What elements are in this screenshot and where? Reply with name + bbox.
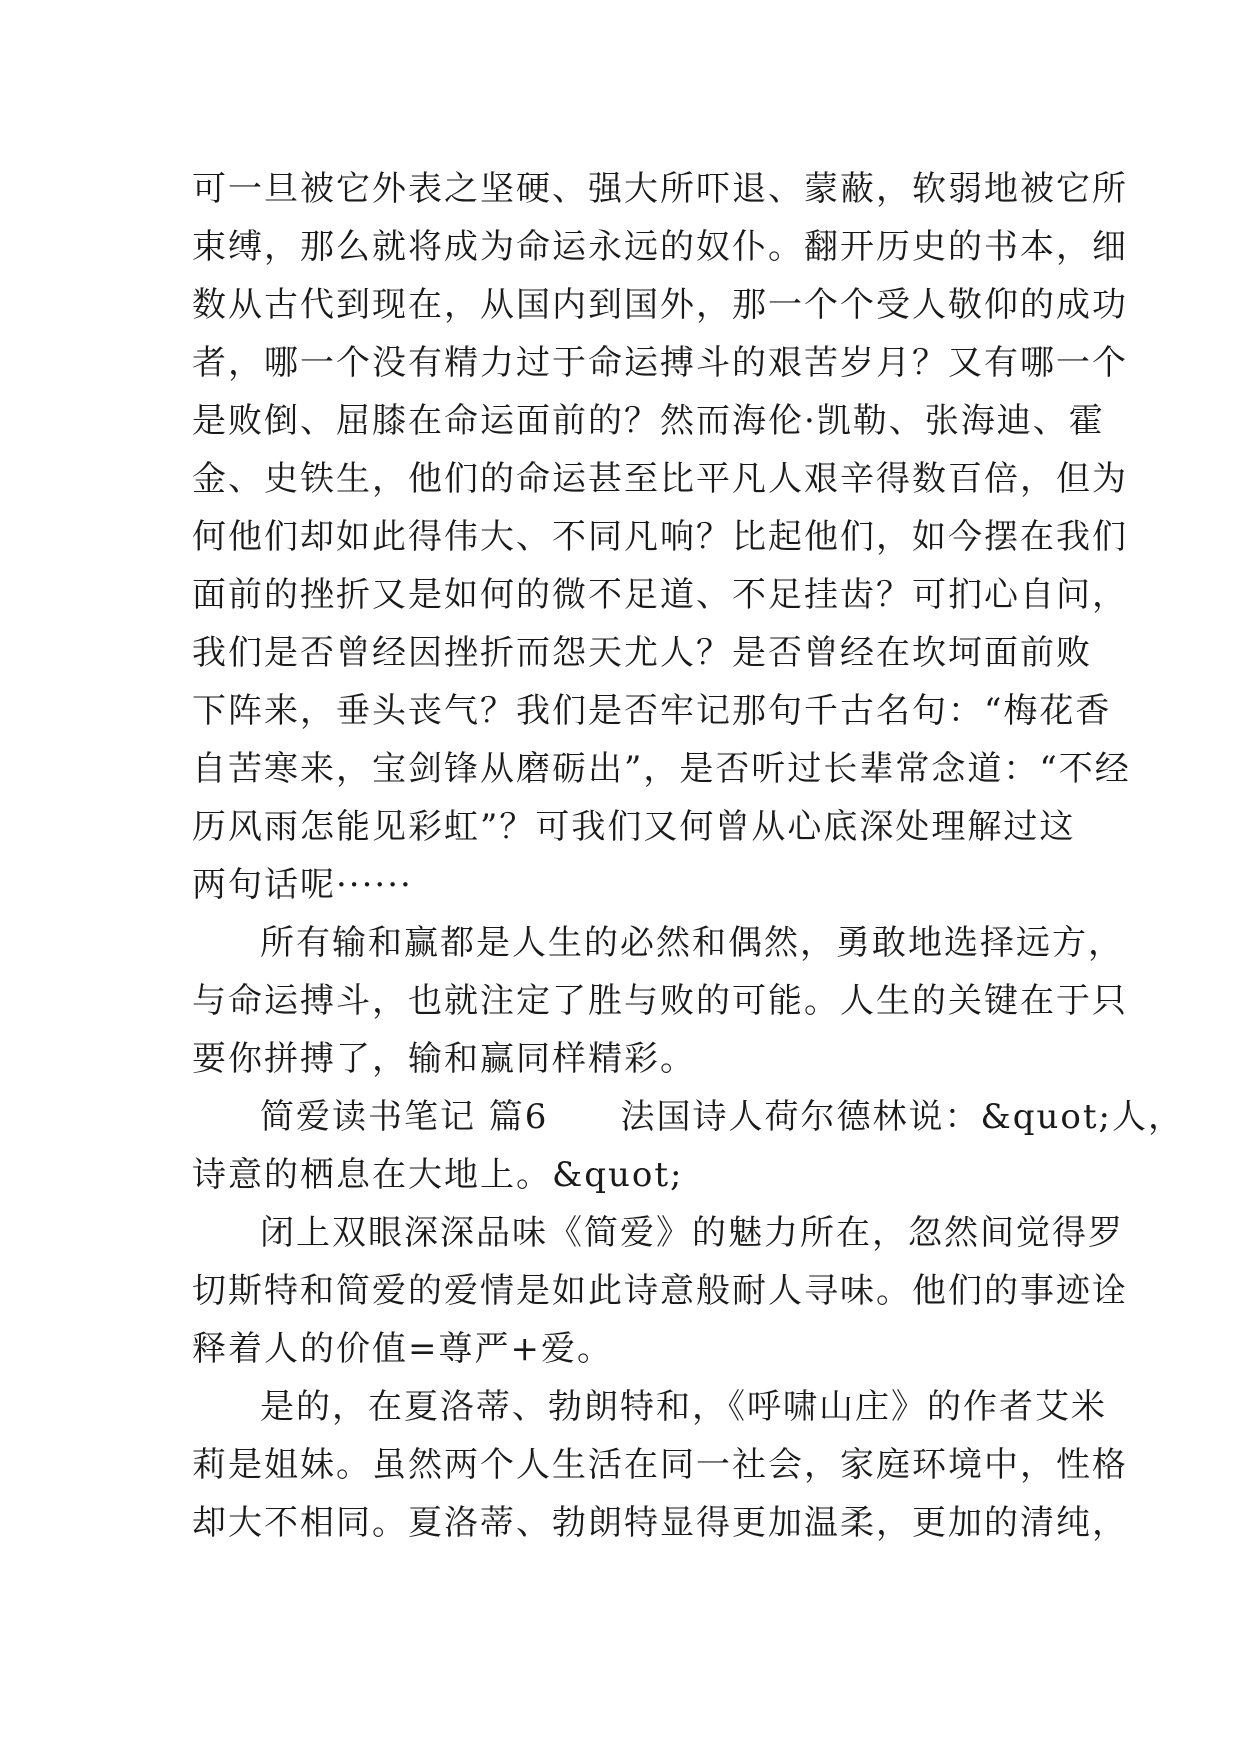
text-line: 数从古代到现在，从国内到国外，那一个个受人敬仰的成功 — [192, 285, 1128, 325]
text-line: 何他们却如此得伟大、不同凡响？比起他们，如今摆在我们 — [192, 517, 1128, 557]
text-line: 金、史铁生，他们的命运甚至比平凡人艰辛得数百倍，但为 — [192, 459, 1128, 499]
text-line: 我们是否曾经因挫折而怨天尤人？是否曾经在坎坷面前败 — [192, 633, 1092, 673]
text-line: 却大不相同。夏洛蒂、勃朗特显得更加温柔，更加的清纯， — [192, 1503, 1128, 1543]
text-line: 与命运搏斗，也就注定了胜与败的可能。人生的关键在于只 — [192, 981, 1128, 1021]
text-line: 莉是姐妹。虽然两个人生活在同一社会，家庭环境中，性格 — [192, 1445, 1128, 1485]
text-line: 要你拼搏了，输和赢同样精彩。 — [192, 1039, 696, 1079]
document-body — [192, 160, 1184, 1552]
text-line: 下阵来，垂头丧气？我们是否牢记那句千古名句：“梅花香 — [192, 691, 1112, 731]
text-line: 诗意的栖息在大地上。&quot; — [192, 1155, 684, 1195]
text-line: 自苦寒来，宝剑锋从磨砺出”，是否听过长辈常念道：“不经 — [192, 749, 1131, 789]
text-line: 切斯特和简爱的爱情是如此诗意般耐人寻味。他们的事迹诠 — [192, 1271, 1128, 1311]
text-line: 简爱读书笔记 篇6 法国诗人荷尔德林说：&quot;人， — [260, 1097, 1184, 1137]
text-line: 释着人的价值=尊严+爱。 — [192, 1329, 613, 1369]
text-line: 是败倒、屈膝在命运面前的？然而海伦·凯勒、张海迪、霍 — [192, 401, 1105, 441]
text-line: 者，哪一个没有精力过于命运搏斗的艰苦岁月？又有哪一个 — [192, 343, 1128, 383]
text-line: 所有输和赢都是人生的必然和偶然，勇敢地选择远方， — [260, 923, 1124, 963]
text-line: 可一旦被它外表之坚硬、强大所吓退、蒙蔽，软弱地被它所 — [192, 169, 1128, 209]
text-line: 两句话呢······ — [192, 865, 413, 905]
text-line: 闭上双眼深深品味《简爱》的魅力所在，忽然间觉得罗 — [260, 1213, 1124, 1253]
text-line: 历风雨怎能见彩虹”？可我们又何曾从心底深处理解过这 — [192, 807, 1076, 847]
text-line: 是的，在夏洛蒂、勃朗特和，《呼啸山庄》的作者艾米 — [260, 1387, 1107, 1427]
text-line: 面前的挫折又是如何的微不足道、不足挂齿？可扪心自问， — [192, 575, 1128, 615]
text-line: 束缚，那么就将成为命运永远的奴仆。翻开历史的书本，细 — [192, 227, 1128, 267]
